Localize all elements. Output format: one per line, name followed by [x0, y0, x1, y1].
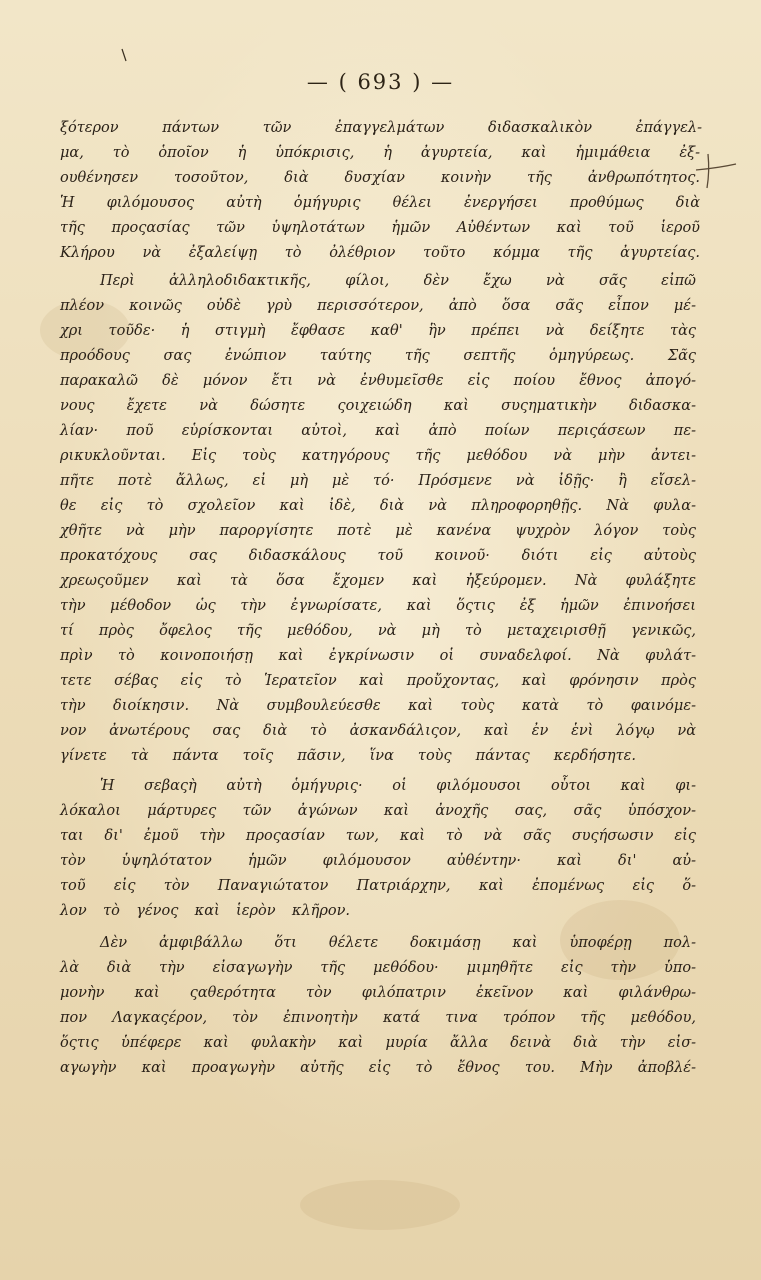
page-number-header: — ( 693 ) — [306, 70, 455, 94]
text-line: νους ἔχετε νὰ δώσητε ςοιχειώδη καὶ συςηματικὴν διδασκα- [60, 398, 696, 414]
text-line: τὴν διοίκησιν. Νὰ συμβουλεύεσθε καὶ τοὺς κατὰ τὸ φαινόμε- [60, 698, 696, 714]
text-line: πλέον κοινῶς οὐδὲ γρὺ περισσότερον, ἀπὸ ὅσα σᾶς εἶπον μέ- [60, 298, 696, 314]
text-line: τῆς προςασίας τῶν ὑψηλοτάτων ἡμῶν Αὐθέντων καὶ τοῦ ἱεροῦ [60, 220, 700, 236]
text-line: παρακαλῶ δὲ μόνον ἔτι νὰ ἐνθυμεῖσθε εἰς ποίου ἔθνος ἀπογό- [60, 373, 696, 389]
text-line: Ἡ σεβαςὴ αὐτὴ ὁμήγυρις· οἱ φιλόμουσοι οὗτοι καὶ φι- [100, 778, 696, 794]
text-line: μα, τὸ ὁποῖον ἡ ὑπόκρισις, ἡ ἀγυρτεία, καὶ ἡμιμάθεια ἐξ- [60, 145, 700, 161]
text-line: λον τὸ γένος καὶ ἱερὸν κλῆρον. [60, 903, 350, 919]
text-line: γίνετε τὰ πάντα τοῖς πᾶσιν, ἵνα τοὺς πάντας κερδήσητε. [60, 748, 636, 764]
text-line: μονὴν καὶ ςαθερότητα τὸν φιλόπατριν ἐκεῖνον καὶ φιλάνθρω- [60, 985, 696, 1001]
text-line: χθῆτε νὰ μὴν παροργίσητε ποτὲ μὲ κανένα ψυχρὸν λόγον τοὺς [60, 523, 696, 539]
ink-tick-mark [121, 48, 127, 62]
text-line: προκατόχους σας διδασκάλους τοῦ κοινοῦ· διότι εἰς αὐτοὺς [60, 548, 696, 564]
text-line: Δὲν ἀμφιβάλλω ὅτι θέλετε δοκιμάσῃ καὶ ὑποφέρῃ πολ- [100, 935, 696, 951]
text-line: ρικυκλοῦνται. Εἰς τοὺς κατηγόρους τῆς μεθόδου νὰ μὴν ἀντει- [60, 448, 696, 464]
text-line: θε εἰς τὸ σχολεῖον καὶ ἰδὲ, διὰ νὰ πληροφορηθῇς. Νὰ φυλα- [60, 498, 696, 514]
text-line: τὸν ὑψηλότατον ἡμῶν φιλόμουσον αὐθέντην· καὶ δι' αὐ- [60, 853, 696, 869]
text-line: πον Λαγκαςέρον, τὸν ἐπινοητὴν κατά τινα τρόπον τῆς μεθόδου, [60, 1010, 696, 1026]
text-line: ὅςτις ὑπέφερε καὶ φυλακὴν καὶ μυρία ἄλλα δεινὰ διὰ τὴν εἰσ- [60, 1035, 696, 1051]
text-line: χρι τοῦδε· ἡ στιγμὴ ἔφθασε καθ' ἣν πρέπει νὰ δείξητε τὰς [60, 323, 696, 339]
paper-stain [300, 1180, 460, 1230]
text-line: ξότερον πάντων τῶν ἐπαγγελμάτων διδασκαλικὸν ἐπάγγελ- [60, 120, 702, 136]
text-line: Περὶ ἀλληλοδιδακτικῆς, φίλοι, δὲν ἔχω νὰ σᾶς εἰπῶ [100, 273, 696, 289]
text-line: λὰ διὰ τὴν εἰσαγωγὴν τῆς μεθόδου· μιμηθῆτε εἰς τὴν ὑπο- [60, 960, 696, 976]
text-line: τί πρὸς ὄφελος τῆς μεθόδου, νὰ μὴ τὸ μεταχειρισθῇ γενικῶς, [60, 623, 696, 639]
text-line: τοῦ εἰς τὸν Παναγιώτατον Πατριάρχην, καὶ ἐπομένως εἰς ὅ- [60, 878, 696, 894]
margin-pencil-mark [694, 150, 738, 190]
text-line: Κλήρου νὰ ἐξαλείψῃ τὸ ὀλέθριον τοῦτο κόμμα τῆς ἀγυρτείας. [60, 245, 700, 261]
text-line: νον ἀνωτέρους σας διὰ τὸ ἀσκανδάλιςον, καὶ ἐν ἑνὶ λόγῳ νὰ [60, 723, 696, 739]
text-line: ουθένησεν τοσοῦτον, διὰ δυσχίαν κοινὴν τῆς ἀνθρωπότητος. [60, 170, 700, 186]
text-line: λόκαλοι μάρτυρες τῶν ἀγώνων καὶ ἀνοχῆς σας, σᾶς ὑπόσχον- [60, 803, 696, 819]
text-line: προόδους σας ἐνώπιον ταύτης τῆς σεπτῆς ὁμηγύρεως. Σᾶς [60, 348, 696, 364]
text-line: πῆτε ποτὲ ἄλλως, εἰ μὴ μὲ τό· Πρόσμενε νὰ ἰδῇς· ἢ εἴσελ- [60, 473, 696, 489]
text-line: πρὶν τὸ κοινοποιήσῃ καὶ ἐγκρίνωσιν οἱ συναδελφοί. Νὰ φυλάτ- [60, 648, 696, 664]
text-line: ται δι' ἐμοῦ τὴν προςασίαν των, καὶ τὸ νὰ σᾶς συςήσωσιν εἰς [60, 828, 696, 844]
text-line: τετε σέβας εἰς τὸ Ἱερατεῖον καὶ προὔχοντας, καὶ φρόνησιν πρὸς [60, 673, 696, 689]
text-line: λίαν· ποῦ εὑρίσκονται αὐτοὶ, καὶ ἀπὸ ποίων περιςάσεων πε- [60, 423, 696, 439]
text-line: τὴν μέθοδον ὡς τὴν ἐγνωρίσατε, καὶ ὅςτις ἐξ ἡμῶν ἐπινοήσει [60, 598, 696, 614]
text-line: χρεωςοῦμεν καὶ τὰ ὅσα ἔχομεν καὶ ἠξεύρομεν. Νὰ φυλάξητε [60, 573, 696, 589]
text-line: Ἡ φιλόμουσος αὐτὴ ὁμήγυρις θέλει ἐνεργήσει προθύμως διὰ [60, 195, 700, 211]
text-line: αγωγὴν καὶ προαγωγὴν αὐτῆς εἰς τὸ ἔθνος του. Μὴν ἀποβλέ- [60, 1060, 696, 1076]
